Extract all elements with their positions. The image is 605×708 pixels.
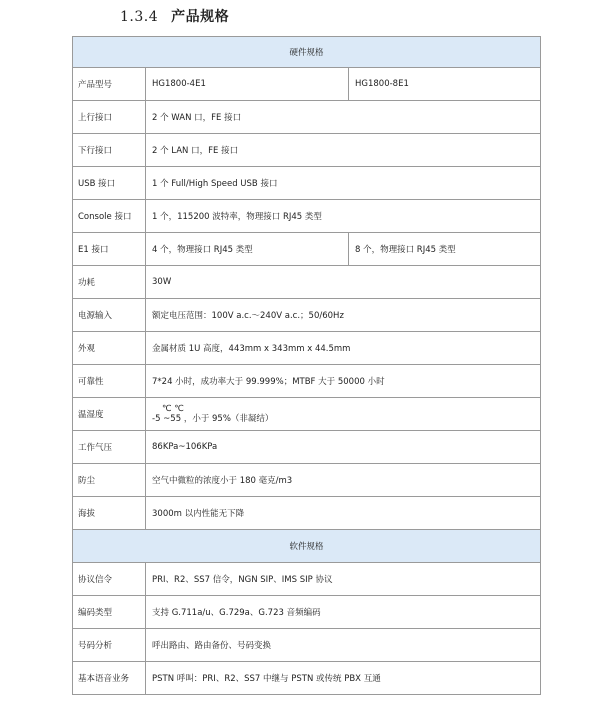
section-title: 产品规格	[171, 9, 230, 25]
table-row	[73, 266, 541, 299]
row-label: 海拔	[73, 497, 146, 530]
table-row	[73, 134, 541, 167]
software-section-title: 软件规格	[73, 530, 541, 563]
table-row	[73, 167, 541, 200]
row-value: HG1800-8E1	[349, 68, 541, 101]
row-label: 工作气压	[73, 431, 146, 464]
temperature-range: -5 ~55 ，小于 95%（非凝结）	[152, 414, 274, 424]
row-label: 防尘	[73, 464, 146, 497]
row-label: 功耗	[73, 266, 146, 299]
hardware-section-header	[73, 37, 541, 68]
row-label: 外观	[73, 332, 146, 365]
row-value: HG1800-4E1	[146, 68, 349, 101]
row-value: 7*24 小时，成功率大于 99.999%；MTBF 大于 50000 小时	[146, 365, 541, 398]
table-row	[73, 662, 541, 695]
row-value: 3000m 以内性能无下降	[146, 497, 541, 530]
row-label: Console 接口	[73, 200, 146, 233]
table-row	[73, 101, 541, 134]
row-label: 上行接口	[73, 101, 146, 134]
row-value: PRI、R2、SS7 信令，NGN SIP、IMS SIP 协议	[146, 563, 541, 596]
spec-table	[72, 36, 541, 695]
row-value: 1 个 Full/High Speed USB 接口	[146, 167, 541, 200]
row-label: 编码类型	[73, 596, 146, 629]
software-section-header	[73, 530, 541, 563]
row-label: 温湿度	[73, 398, 146, 431]
table-row	[73, 365, 541, 398]
row-value	[146, 398, 541, 431]
row-label: 下行接口	[73, 134, 146, 167]
table-row	[73, 497, 541, 530]
section-number: 1.3.4	[120, 9, 159, 25]
table-row	[73, 68, 541, 101]
row-value: 4 个，物理接口 RJ45 类型	[146, 233, 349, 266]
section-heading	[120, 6, 229, 26]
table-row	[73, 233, 541, 266]
table-row	[73, 464, 541, 497]
row-value: 86KPa~106KPa	[146, 431, 541, 464]
row-value: 支持 G.711a/u、G.729a、G.723 音频编码	[146, 596, 541, 629]
table-row	[73, 563, 541, 596]
row-value: 空气中微粒的浓度小于 180 毫克/m3	[146, 464, 541, 497]
table-row	[73, 200, 541, 233]
row-value: 8 个，物理接口 RJ45 类型	[349, 233, 541, 266]
row-value: 1 个，115200 波特率，物理接口 RJ45 类型	[146, 200, 541, 233]
temperature-unit-marks: ℃ ℃	[162, 404, 184, 414]
table-row	[73, 398, 541, 431]
row-label: 号码分析	[73, 629, 146, 662]
row-value: 2 个 LAN 口，FE 接口	[146, 134, 541, 167]
row-value: 呼出路由、路由备份、号码变换	[146, 629, 541, 662]
row-label: 协议信令	[73, 563, 146, 596]
row-value: 额定电压范围：100V a.c.～240V a.c.；50/60Hz	[146, 299, 541, 332]
table-row	[73, 332, 541, 365]
row-label: 产品型号	[73, 68, 146, 101]
row-label: 可靠性	[73, 365, 146, 398]
row-label: USB 接口	[73, 167, 146, 200]
row-label: 基本语音业务	[73, 662, 146, 695]
table-row	[73, 431, 541, 464]
row-label: E1 接口	[73, 233, 146, 266]
table-row	[73, 596, 541, 629]
table-row	[73, 629, 541, 662]
row-value: 30W	[146, 266, 541, 299]
row-value: 金属材质 1U 高度，443mm x 343mm x 44.5mm	[146, 332, 541, 365]
row-label: 电源输入	[73, 299, 146, 332]
row-value: PSTN 呼叫：PRI、R2、SS7 中继与 PSTN 或传统 PBX 互通	[146, 662, 541, 695]
row-value: 2 个 WAN 口，FE 接口	[146, 101, 541, 134]
table-row	[73, 299, 541, 332]
hardware-section-title: 硬件规格	[73, 37, 541, 68]
